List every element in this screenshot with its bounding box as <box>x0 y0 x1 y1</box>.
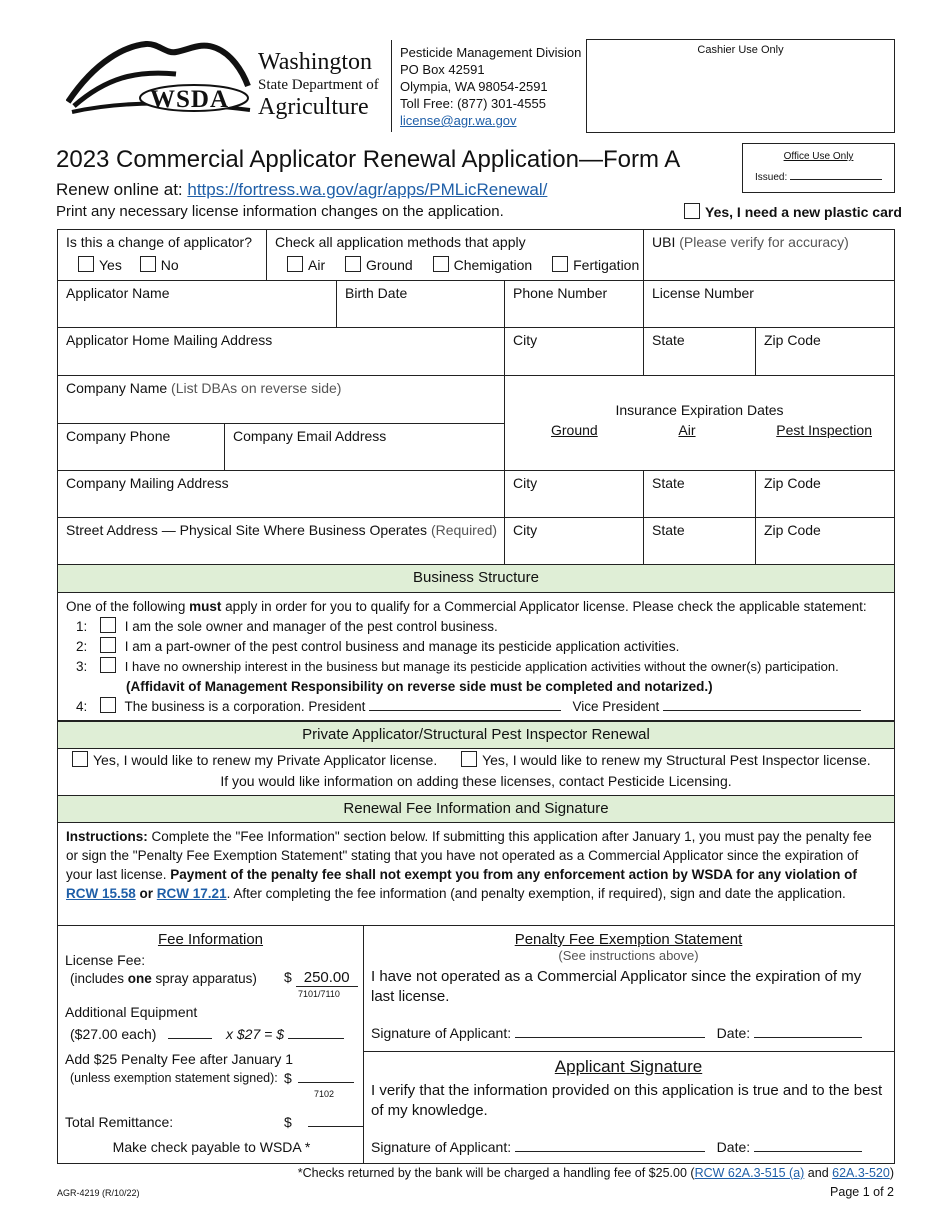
company-phone-cell[interactable] <box>58 424 225 471</box>
statement-4-num: 4: <box>76 699 88 714</box>
plastic-card-option <box>684 203 902 220</box>
payable-note: Make check payable to WSDA * <box>112 1139 311 1155</box>
office-use-box <box>742 143 895 193</box>
applicant-sig-row <box>371 1139 862 1155</box>
no-label: No <box>160 257 179 273</box>
toll-free: Toll Free: (877) 301-4555 <box>400 96 546 111</box>
applicant-sig-heading: Applicant Signature <box>554 1057 703 1076</box>
change-applicator-label: Is this a change of applicator? <box>66 234 253 250</box>
agency-name <box>258 50 379 119</box>
instructions-or: or <box>135 886 157 901</box>
cashier-label: Cashier Use Only <box>697 44 784 56</box>
statement-4-text: The business is a corporation. President <box>124 699 366 714</box>
street-address-cell[interactable] <box>58 518 505 566</box>
methods-options <box>287 256 640 273</box>
private-info: If you would like information on adding these licenses, contact Pesticide Licensing. <box>220 773 732 789</box>
total-field[interactable] <box>308 1114 364 1127</box>
rcw-17-21-link[interactable]: RCW 17.21 <box>156 886 227 901</box>
company-name-label: Company Name <box>66 380 168 396</box>
street-zip-cell[interactable] <box>756 518 895 566</box>
home-zip-cell[interactable] <box>756 328 895 376</box>
penalty-field[interactable] <box>298 1070 354 1083</box>
issued-row <box>755 170 894 183</box>
rcw-15-58-link[interactable]: RCW 15.58 <box>66 886 136 901</box>
checks-note-and: and <box>804 1166 833 1180</box>
statement-3-num: 3: <box>76 659 88 674</box>
applicant-sig-text: I verify that the information provided on this application is true and to the best of my knowledge. <box>371 1082 883 1119</box>
license-number-label: License Number <box>652 285 754 301</box>
home-address-label: Applicator Home Mailing Address <box>66 332 273 348</box>
exemption-heading: Penalty Fee Exemption Statement <box>514 931 743 948</box>
penalty-dollar: $ <box>284 1070 292 1086</box>
change-yes-checkbox[interactable] <box>78 256 94 272</box>
wsda-logo <box>66 40 256 120</box>
business-intro <box>66 597 886 617</box>
home-state-label: State <box>652 332 685 348</box>
rcw-62a-3-520-link[interactable]: 62A.3-520 <box>832 1166 890 1180</box>
air-label: Air <box>308 257 326 273</box>
chemigation-label: Chemigation <box>453 257 533 273</box>
includes-note <box>70 971 257 986</box>
statement-2-checkbox[interactable] <box>100 637 116 653</box>
exemption-sig-label: Signature of Applicant: <box>371 1025 512 1041</box>
renew-line <box>56 180 547 200</box>
renew-private-label: Yes, I would like to renew my Private Applicator license. <box>93 752 438 768</box>
home-city-label: City <box>513 332 538 348</box>
applicant-signature-box <box>363 1051 895 1164</box>
company-zip-cell[interactable] <box>756 471 895 518</box>
renew-url-link[interactable]: https://fortress.wa.gov/agr/apps/PMLicRenewal/ <box>187 180 548 199</box>
fee-info-box <box>57 925 364 1164</box>
license-fee-value: 250.00 <box>296 969 358 987</box>
home-zip-label: Zip Code <box>764 332 821 348</box>
private-applicator-heading: Private Applicator/Structural Pest Inspector Renewal <box>57 721 895 749</box>
street-city-cell[interactable] <box>505 518 644 566</box>
exemption-date-field[interactable] <box>754 1025 862 1038</box>
insurance-pest: Pest Inspection <box>776 422 872 438</box>
applicant-sig-label: Signature of Applicant: <box>371 1139 512 1155</box>
company-mailing-label: Company Mailing Address <box>66 475 229 491</box>
street-state-label: State <box>652 522 685 538</box>
statement-4-checkbox[interactable] <box>100 697 116 713</box>
penalty-amount <box>284 1070 354 1086</box>
chemigation-checkbox[interactable] <box>433 256 449 272</box>
renew-label: Renew online at: <box>56 180 188 199</box>
home-address-cell[interactable] <box>58 328 505 376</box>
statement-1-checkbox[interactable] <box>100 617 116 633</box>
fee-code-1: 7101/7110 <box>298 989 340 999</box>
total-amount <box>284 1114 364 1130</box>
statement-3-text: I have no ownership interest in the business but manage its pesticide application activities without the owner(s) participation. <box>124 659 839 674</box>
total-dollar: $ <box>284 1114 292 1130</box>
statement-3-checkbox[interactable] <box>100 657 116 673</box>
page-number: Page 1 of 2 <box>830 1185 894 1199</box>
methods-cell <box>267 230 644 281</box>
contact-block <box>400 44 581 129</box>
home-state-cell[interactable] <box>644 328 756 376</box>
company-city-label: City <box>513 475 538 491</box>
change-no-checkbox[interactable] <box>140 256 156 272</box>
cashier-box <box>586 39 895 133</box>
form-id: AGR-4219 (R/10/22) <box>57 1188 140 1198</box>
business-intro-bold: must <box>189 599 222 614</box>
plastic-card-label: Yes, I need a new plastic card <box>705 204 902 220</box>
license-fee-label: License Fee: <box>65 952 146 968</box>
business-intro-b: apply in order for you to qualify for a Commercial Applicator license. Please check the applicable statement: <box>221 599 867 614</box>
applicator-name-label: Applicator Name <box>66 285 170 301</box>
header-divider <box>391 40 392 132</box>
yes-label: Yes <box>99 257 122 273</box>
checks-note-a: *Checks returned by the bank will be charged a handling fee of $25.00 ( <box>297 1166 695 1180</box>
phone-label: Phone Number <box>513 285 608 301</box>
vice-president-label: Vice President <box>572 699 660 714</box>
plastic-card-checkbox[interactable] <box>684 203 700 219</box>
form-grid <box>57 229 895 565</box>
each-label: ($27.00 each) <box>70 1026 157 1042</box>
times-label: x $27 = $ <box>226 1026 284 1042</box>
company-state-cell[interactable] <box>644 471 756 518</box>
statement-2-text: I am a part-owner of the pest control business and manage its pesticide application activities. <box>124 639 680 654</box>
private-applicator-box <box>57 748 895 796</box>
exemption-see: (See instructions above) <box>558 948 699 963</box>
change-applicator-options <box>78 256 258 273</box>
license-number-cell[interactable] <box>644 281 895 328</box>
methods-label: Check all application methods that apply <box>275 234 526 250</box>
phone-cell[interactable] <box>505 281 644 328</box>
unless-note: (unless exemption statement signed): <box>70 1071 278 1085</box>
company-phone-label: Company Phone <box>66 428 171 444</box>
agency-line-1: Washington <box>258 49 373 75</box>
includes-b: spray apparatus) <box>151 971 257 986</box>
agency-line-3: Agriculture <box>258 94 369 120</box>
street-state-cell[interactable] <box>644 518 756 566</box>
company-email-cell[interactable] <box>225 424 505 471</box>
statement-1 <box>76 617 886 637</box>
po-box: PO Box 42591 <box>400 62 485 77</box>
city-line: Olympia, WA 98054-2591 <box>400 79 548 94</box>
division-name: Pesticide Management Division <box>400 45 582 60</box>
fee-code-2: 7102 <box>314 1089 335 1099</box>
print-note: Print any necessary license information changes on the application. <box>56 203 504 220</box>
business-structure-box <box>57 592 895 721</box>
ground-label: Ground <box>366 257 413 273</box>
fertigation-checkbox[interactable] <box>552 256 568 272</box>
applicant-date-label: Date: <box>716 1139 751 1155</box>
additional-each <box>70 1026 212 1042</box>
exemption-signature-field[interactable] <box>515 1025 705 1038</box>
business-intro-a: One of the following <box>66 599 190 614</box>
company-city-cell[interactable] <box>505 471 644 518</box>
statement-2 <box>76 637 886 657</box>
statement-3 <box>76 657 886 677</box>
private-options <box>72 750 894 771</box>
penalty-label: Add $25 Penalty Fee after January 1 <box>65 1051 294 1067</box>
instructions-box <box>57 822 895 926</box>
total-label: Total Remittance: <box>65 1114 174 1130</box>
includes-bold: one <box>127 971 152 986</box>
statement-4 <box>76 697 886 717</box>
change-applicator-cell <box>58 230 267 281</box>
insurance-air: Air <box>678 422 696 438</box>
issued-label: Issued: <box>755 172 788 183</box>
exemption-text: I have not operated as a Commercial Applicator since the expiration of my last license. <box>371 968 862 1005</box>
applicant-date-field[interactable] <box>754 1139 862 1152</box>
exemption-sig-row <box>371 1025 862 1041</box>
statement-1-text: I am the sole owner and manager of the pest control business. <box>124 619 498 634</box>
ubi-cell[interactable] <box>644 230 895 281</box>
birth-date-cell[interactable] <box>337 281 505 328</box>
birth-date-label: Birth Date <box>345 285 408 301</box>
ubi-note: (Please verify for accuracy) <box>679 234 849 250</box>
fee-info-heading: Fee Information <box>157 931 264 948</box>
street-required-note: (Required) <box>430 522 498 538</box>
exemption-date-label: Date: <box>716 1025 751 1041</box>
ubi-label: UBI <box>652 234 676 250</box>
affidavit-note: (Affidavit of Management Responsibility on reverse side must be completed and notarized.) <box>126 679 713 694</box>
rcw-62a-3-515-link[interactable]: RCW 62A.3-515 (a) <box>694 1166 805 1180</box>
instructions-bold-2: Payment of the penalty fee shall not exempt you from any enforcement action by WSDA for any violation of <box>170 867 857 882</box>
renew-spi-label: Yes, I would like to renew my Structural Pest Inspector license. <box>482 752 871 768</box>
additional-equipment-label: Additional Equipment <box>65 1004 198 1020</box>
logo-text: WSDA <box>150 86 230 113</box>
checks-note-end: ) <box>889 1166 894 1180</box>
company-email-label: Company Email Address <box>233 428 387 444</box>
instructions-text: Complete the "Fee Information" section below. If submitting this application after January 1, you must pay the penalty fee or sign the "Penalty Fee Exemption Statement" stating that you have not operated as a Commercial Applicator since the expiration of your last license. <box>66 829 872 882</box>
president-field[interactable] <box>369 698 561 711</box>
additional-calc <box>226 1026 344 1042</box>
company-state-label: State <box>652 475 685 491</box>
equipment-qty-field[interactable] <box>168 1026 212 1039</box>
street-zip-label: Zip Code <box>764 522 821 538</box>
business-structure-heading: Business Structure <box>57 564 895 593</box>
company-zip-label: Zip Code <box>764 475 821 491</box>
company-name-note: (List DBAs on reverse side) <box>171 380 342 396</box>
instructions-bold: Instructions: <box>66 829 148 844</box>
agency-line-2: State Department of <box>258 77 379 93</box>
insurance-label: Insurance Expiration Dates <box>615 402 784 418</box>
street-city-label: City <box>513 522 538 538</box>
renew-private-checkbox[interactable] <box>72 751 88 767</box>
statement-1-num: 1: <box>76 619 88 634</box>
insurance-cell <box>505 376 895 471</box>
license-fee-amount <box>284 969 358 987</box>
instructions-end: . After completing the fee information (and penalty exemption, if required), sign and date the application. <box>226 886 846 901</box>
license-fee-dollar: $ <box>284 969 292 985</box>
home-city-cell[interactable] <box>505 328 644 376</box>
insurance-columns <box>513 422 886 438</box>
additional-total-field[interactable] <box>288 1026 344 1039</box>
page-title: 2023 Commercial Applicator Renewal Application—Form A <box>56 146 681 173</box>
includes-a: (includes <box>70 971 128 986</box>
exemption-box <box>363 925 895 1052</box>
applicant-signature-field[interactable] <box>515 1139 705 1152</box>
company-name-cell[interactable] <box>58 376 505 424</box>
fertigation-label: Fertigation <box>573 257 640 273</box>
air-checkbox[interactable] <box>287 256 303 272</box>
statement-2-num: 2: <box>76 639 88 654</box>
insurance-ground: Ground <box>551 422 598 438</box>
checks-note <box>298 1166 894 1180</box>
street-address-label: Street Address — Physical Site Where Business Operates <box>66 522 428 538</box>
applicator-name-cell[interactable] <box>58 281 337 328</box>
office-use-label: Office Use Only <box>783 151 854 162</box>
vice-president-field[interactable] <box>663 698 861 711</box>
renew-spi-checkbox[interactable] <box>461 751 477 767</box>
ground-checkbox[interactable] <box>345 256 361 272</box>
renewal-fee-heading: Renewal Fee Information and Signature <box>57 795 895 823</box>
email-link[interactable]: license@agr.wa.gov <box>400 113 517 128</box>
company-mailing-cell[interactable] <box>58 471 505 518</box>
issued-field[interactable] <box>790 170 882 180</box>
